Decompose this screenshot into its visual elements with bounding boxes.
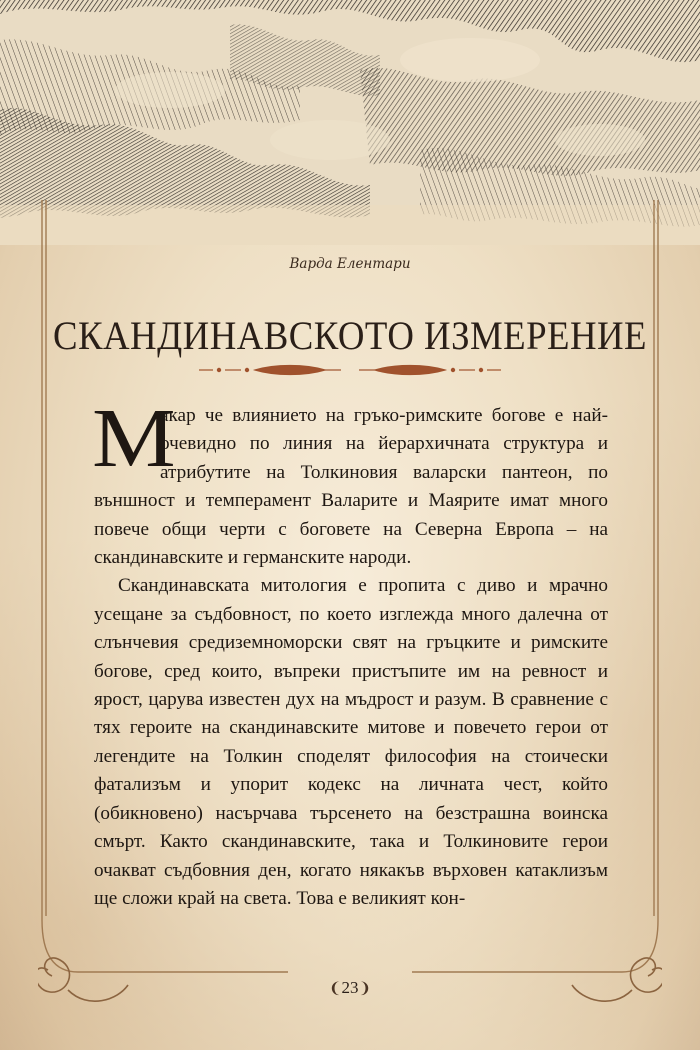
page-number [0, 978, 700, 998]
chapter-body-text [92, 392, 608, 913]
page-number-value: 23 [341, 978, 359, 997]
paragraph-1 [92, 392, 608, 572]
page-number-left-bracket: ❨ [328, 981, 342, 997]
drop-cap-letter: М [92, 392, 176, 485]
author-name: Варда Елентари [289, 256, 411, 272]
paragraph-1-text: акар че влиянието на гръко-римските богове е най-очевидно по линия на йерархичната структура и атрибутите на Толкиновия валарски пантеон, по външност и темперамент Валарите и Маярите имат много повече общи черти с боговете на Северна Европа – на скандинавските и германските народи. [94, 405, 608, 569]
page-number-right-bracket: ❩ [358, 981, 372, 997]
paragraph-2: Скандинавската митология е пропита с диво и мрачно усещане за съдбовност, по което изглежда много далечна от слънчевия средиземноморски свят на гръцките и римските богове, сред които, въпреки пристъпите им на ревност и ярост, царува известен дух на мъдрост и разум. В сравнение с тях героите на скандинавските митове и повечето герои от легендите на Толкин споделят философия на стоически фатализъм и упорит кодекс на личната чест, който (обикновено) насърчава търсенето на безстрашна воинска смърт. Както скандинавските, така и Толкиновите герои очакват съдбовния ден, когато някакъв върховен катаклизъм ще сложи край на света. Това е великият кон- [94, 575, 608, 909]
title-ornament-divider [195, 360, 505, 380]
chapter-title: СКАНДИНАВСКОТО ИЗМЕРЕНИЕ [53, 313, 647, 358]
